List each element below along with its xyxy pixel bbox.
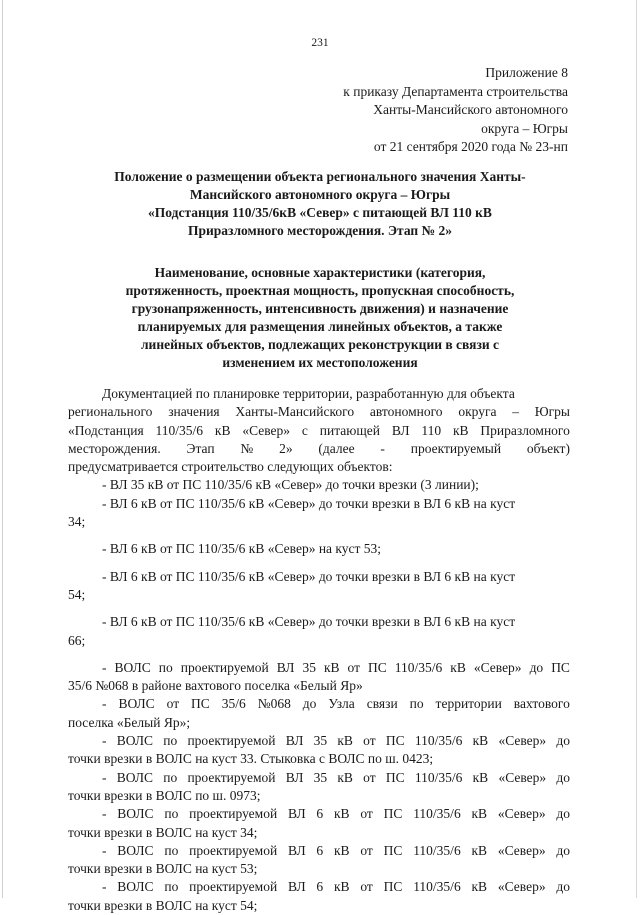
word: с bbox=[301, 422, 308, 438]
word: проектируемой bbox=[187, 733, 276, 749]
list-item bbox=[68, 842, 570, 860]
word: - bbox=[102, 769, 107, 785]
word: проектируемой bbox=[187, 769, 276, 785]
word: кВ bbox=[333, 806, 350, 822]
word: ПС bbox=[383, 879, 403, 895]
word: ПС bbox=[191, 696, 210, 712]
appendix-line: Ханты-Мансийского автономного bbox=[373, 102, 568, 117]
word: - bbox=[380, 440, 385, 456]
word: территории bbox=[435, 696, 502, 712]
word: ПС bbox=[385, 769, 405, 785]
word: от bbox=[360, 806, 373, 822]
intro-line bbox=[68, 403, 570, 421]
word: от bbox=[363, 733, 376, 749]
intro-line: Документацией по планировке территории, разработанную для объекта bbox=[102, 386, 515, 401]
word: № bbox=[240, 440, 254, 456]
word: ПС bbox=[383, 842, 403, 858]
word: - bbox=[102, 806, 107, 822]
word: до bbox=[556, 879, 570, 895]
heading-line: линейных объектов, подлежащих реконструкции в связи с bbox=[140, 337, 500, 352]
heading-line: изменением их местоположения bbox=[222, 355, 418, 370]
heading-line: Наименование, основные характеристики (категория, bbox=[154, 265, 486, 280]
word: Югры bbox=[534, 404, 570, 420]
word: «Подстанция bbox=[68, 422, 144, 438]
word: ВЛ bbox=[285, 733, 304, 749]
list-item-continuation: 66; bbox=[68, 632, 86, 648]
word: проектируемой bbox=[189, 842, 278, 858]
word: кВ bbox=[333, 879, 350, 895]
word: кВ bbox=[452, 422, 469, 438]
word: ВЛ bbox=[276, 659, 295, 675]
word: Приразломного bbox=[480, 422, 570, 438]
word: ВЛ bbox=[287, 879, 306, 895]
word: вахтового bbox=[513, 696, 570, 712]
word: - bbox=[102, 842, 107, 858]
list-item-continuation: 34; bbox=[68, 514, 86, 530]
word: по bbox=[164, 879, 179, 895]
list-item: - ВЛ 35 кВ от ПС 110/35/6 кВ «Север» до точки врезки (3 линии); bbox=[102, 477, 479, 493]
word: кВ bbox=[471, 806, 488, 822]
word: кВ bbox=[337, 733, 353, 749]
word: ВОЛС bbox=[117, 879, 154, 895]
word: «Север» bbox=[497, 879, 546, 895]
list-item bbox=[68, 732, 570, 750]
word: по bbox=[163, 769, 178, 785]
list-item-continuation: поселка «Белый Яр»; bbox=[68, 714, 191, 730]
word: 110/35/6 bbox=[155, 422, 204, 438]
word: по bbox=[164, 842, 179, 858]
word: 110/35/6 bbox=[413, 842, 461, 858]
word: кВ bbox=[471, 879, 488, 895]
word: объект) bbox=[526, 440, 570, 456]
word: «Север» bbox=[498, 769, 547, 785]
word: регионального bbox=[68, 404, 153, 420]
intro-line bbox=[68, 422, 570, 440]
word: 6 bbox=[316, 879, 324, 895]
word: ВОЛС bbox=[118, 696, 155, 712]
word: 6 bbox=[316, 806, 324, 822]
word: 35/6 bbox=[221, 696, 246, 712]
word: 2» bbox=[279, 440, 293, 456]
word: по bbox=[409, 696, 424, 712]
title-line: «Подстанция 110/35/6кВ «Север» с питающей ВЛ 110 кВ bbox=[148, 205, 492, 220]
word: - bbox=[102, 733, 107, 749]
word: 35 bbox=[313, 733, 328, 749]
appendix-line: к приказу Департамента строительства bbox=[343, 83, 568, 99]
word: кВ bbox=[450, 659, 466, 675]
word: – bbox=[512, 404, 519, 420]
word: 6 bbox=[316, 842, 324, 858]
word: связи bbox=[366, 696, 398, 712]
word: ПС bbox=[368, 659, 387, 675]
word: 110 bbox=[421, 422, 442, 438]
word: 35 bbox=[302, 659, 316, 675]
word: ПС bbox=[385, 733, 405, 749]
word: питающей bbox=[319, 422, 380, 438]
appendix-line: от 21 сентября 2020 года № 23-нп bbox=[373, 139, 568, 154]
list-item: - ВЛ 6 кВ от ПС 110/35/6 кВ «Север» на куст 53; bbox=[102, 541, 382, 557]
word: ВЛ bbox=[287, 806, 306, 822]
word: до bbox=[556, 769, 570, 785]
word: кВ bbox=[333, 842, 350, 858]
list-item-continuation: точки врезки в ВОЛС на куст 53; bbox=[68, 861, 258, 877]
word: от bbox=[363, 769, 376, 785]
word: проектируемый bbox=[410, 440, 502, 456]
word: Этап bbox=[186, 440, 215, 456]
list-item-continuation: точки врезки в ВОЛС на куст 34; bbox=[68, 824, 258, 840]
word: до bbox=[556, 733, 570, 749]
word: - bbox=[102, 659, 107, 675]
word: по bbox=[164, 806, 179, 822]
word: 110/35/6 bbox=[414, 733, 463, 749]
body-text bbox=[68, 385, 570, 915]
word: до bbox=[556, 806, 570, 822]
word: от bbox=[360, 842, 373, 858]
word: ПС bbox=[551, 659, 570, 675]
word: ВОЛС bbox=[114, 659, 151, 675]
list-item-continuation: точки врезки в ВОЛС по ш. 0973; bbox=[68, 787, 261, 803]
word: ВОЛС bbox=[116, 733, 153, 749]
word: кВ bbox=[472, 733, 489, 749]
intro-line: предусматривается строительство следующих объектов: bbox=[68, 459, 393, 475]
word: №068 bbox=[257, 696, 291, 712]
word: кВ bbox=[214, 422, 231, 438]
list-item-continuation: 54; bbox=[68, 586, 86, 602]
word: «Север» bbox=[473, 659, 522, 675]
word: ВЛ bbox=[287, 842, 306, 858]
word: до bbox=[529, 659, 544, 675]
title-line: Положение о размещении объекта регионального значения Ханты- bbox=[114, 169, 526, 184]
word: автономного bbox=[369, 404, 443, 420]
document-title bbox=[0, 168, 640, 240]
list-item: - ВЛ 6 кВ от ПС 110/35/6 кВ «Север» до точки врезки в ВЛ 6 кВ на куст bbox=[102, 568, 516, 584]
appendix-note bbox=[238, 64, 568, 157]
list-item bbox=[68, 659, 570, 677]
word: от bbox=[360, 879, 373, 895]
word: Узла bbox=[328, 696, 355, 712]
title-line: Приразломного месторождения. Этап № 2» bbox=[188, 223, 452, 238]
list-item-continuation: 35/6 №068 в районе вахтового поселка «Белый Яр» bbox=[68, 678, 363, 694]
word: - bbox=[102, 879, 107, 895]
word: - bbox=[102, 696, 107, 712]
word: 110/35/6 bbox=[394, 659, 443, 675]
word: «Север» bbox=[497, 842, 546, 858]
word: проектируемой bbox=[180, 659, 269, 675]
word: кВ bbox=[323, 659, 340, 675]
intro-line bbox=[68, 440, 570, 458]
word: кВ bbox=[472, 769, 489, 785]
scan-edge-left bbox=[2, 0, 3, 898]
word: проектируемой bbox=[189, 879, 278, 895]
word: месторождения. bbox=[68, 440, 161, 456]
heading-line: протяженность, проектная мощность, пропускная способность, bbox=[125, 283, 515, 298]
word: «Север» bbox=[242, 422, 291, 438]
list-item: - ВЛ 6 кВ от ПС 110/35/6 кВ «Север» до точки врезки в ВЛ 6 кВ на куст bbox=[102, 614, 516, 630]
word: от bbox=[347, 659, 360, 675]
word: Ханты-Мансийского bbox=[235, 404, 355, 420]
list-item: - ВЛ 6 кВ от ПС 110/35/6 кВ «Север» до точки врезки в ВЛ 6 кВ на куст bbox=[102, 495, 516, 511]
appendix-line: Приложение 8 bbox=[485, 65, 568, 80]
appendix-line: округа – Югры bbox=[481, 120, 568, 136]
word: «Север» bbox=[498, 733, 547, 749]
word: ВОЛС bbox=[117, 806, 154, 822]
word: ВЛ bbox=[391, 422, 410, 438]
word: 110/35/6 bbox=[413, 879, 461, 895]
word: ВОЛС bbox=[117, 842, 154, 858]
word: по bbox=[158, 659, 173, 675]
word: кВ bbox=[471, 842, 488, 858]
title-line: Мансийского автономного округа – Югры bbox=[189, 187, 451, 202]
word: (далее bbox=[318, 440, 355, 456]
word: ВОЛС bbox=[116, 769, 153, 785]
word: ВЛ bbox=[285, 769, 304, 785]
word: значения bbox=[168, 404, 220, 420]
list-item-continuation: точки врезки в ВОЛС на куст 54; bbox=[68, 897, 258, 913]
word: до bbox=[302, 696, 317, 712]
word: «Север» bbox=[497, 806, 546, 822]
scan-edge-right bbox=[636, 0, 637, 898]
word: кВ bbox=[337, 769, 353, 785]
word: 110/35/6 bbox=[414, 769, 463, 785]
page-number: 231 bbox=[311, 37, 329, 49]
word: 35 bbox=[313, 769, 328, 785]
list-item-continuation: точки врезки в ВОЛС на куст 33. Стыковка с ВОЛС по ш. 0423; bbox=[68, 751, 434, 767]
word: по bbox=[163, 733, 178, 749]
heading-line: планируемых для размещения линейных объектов, а также bbox=[137, 319, 503, 334]
word: до bbox=[556, 842, 570, 858]
list-item bbox=[68, 878, 570, 896]
word: от bbox=[166, 696, 180, 712]
list-item bbox=[68, 695, 570, 713]
list-item bbox=[68, 805, 570, 823]
word: проектируемой bbox=[189, 806, 278, 822]
heading-line: грузонапряженность, интенсивность движения) и назначение bbox=[131, 301, 509, 316]
word: округа bbox=[458, 404, 497, 420]
word: ПС bbox=[383, 806, 403, 822]
list-item bbox=[68, 769, 570, 787]
section-heading bbox=[0, 264, 640, 372]
word: 110/35/6 bbox=[413, 806, 461, 822]
